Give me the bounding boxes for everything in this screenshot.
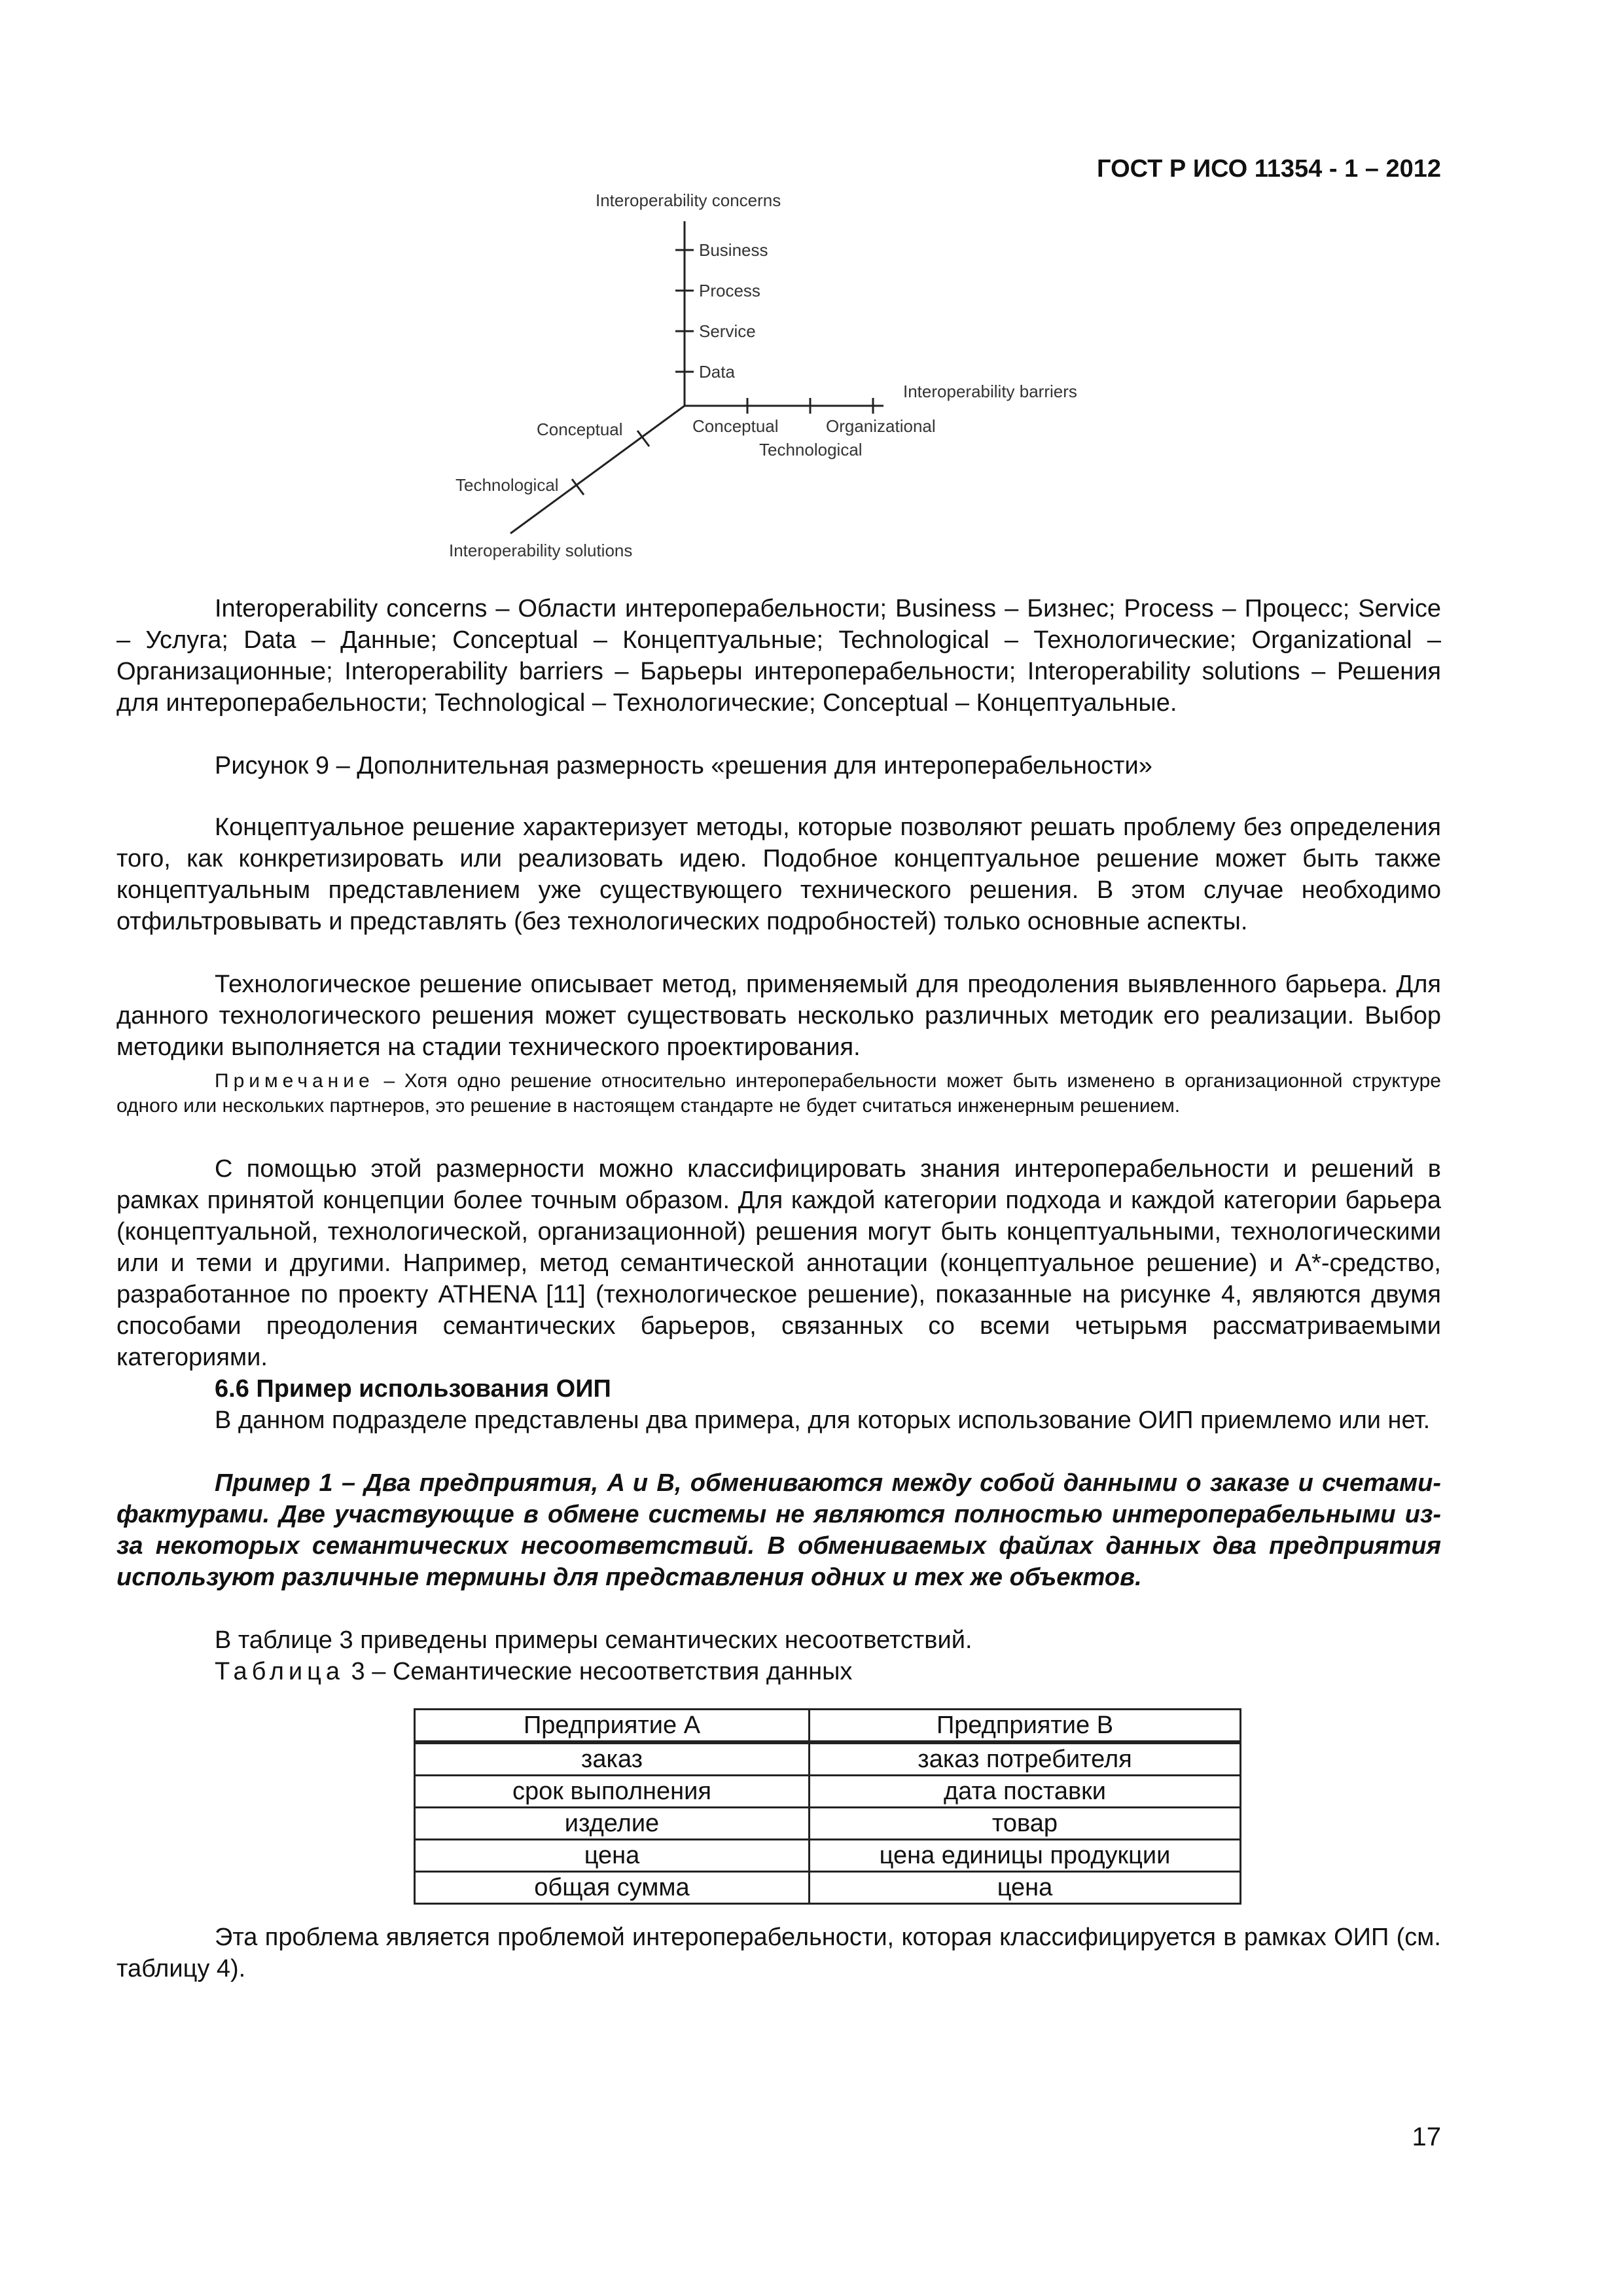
table-cell: заказ потребителя [810,1742,1241,1776]
label-business: Business [699,240,768,260]
paragraph: Эта проблема является проблемой интероперабельности, которая классифицируется в рамках ОИП (см. таблицу 4). [116,1924,1441,1982]
table-cell: цена [415,1840,810,1872]
figure-caption: Рисунок 9 – Дополнительная размерность «решения для интероперабельности» [215,752,1152,780]
label-d-technological: Technological [455,475,559,495]
example-1: Пример 1 – Два предприятия, A и B, обмениваются между собой данными о заказе и счетами-фактурами. Две участвующие в обмене системы не являются полностью интероперабельными из-за некоторых семантических несоответствий. В обмениваемых файлах данных два предприятия используют различные термины для представления одних и тех же объектов. [116,1469,1442,1591]
table-row [415,1872,1241,1904]
table-caption [116,1656,1441,1687]
table-row [415,1840,1241,1872]
label-h-conceptual: Conceptual [692,416,779,436]
table-cell: срок выполнения [415,1776,810,1808]
paragraph: С помощью этой размерности можно классифицировать знания интероперабельности и решений в рамках принятой концепции более точным образом. Для каждой категории подхода и каждой категории барьера (концептуальной, технологической, организационной) решения могут быть концептуальными, технологическими или и теми и другими. Например, метод семантической аннотации (концептуальное решение) и A*-средство, разработанное по проекту ATHENA [11] (технологическое решение), показанные на рисунке 4, являются двумя способами преодоления семантических барьеров, связанных со всеми четырьмя рассматриваемыми категориями. [116,1155,1441,1371]
document-header: ГОСТ Р ИСО 11354 - 1 – 2012 [1097,155,1441,183]
table-header-cell: Предприятие A [415,1710,810,1743]
paragraph: В таблице 3 приведены примеры семантических несоответствий. [215,1626,972,1654]
note [116,1069,1441,1119]
semantic-mismatch-table [414,1708,1241,1905]
label-h-technological: Technological [759,440,863,459]
label-data: Data [699,362,735,382]
label-d-conceptual: Conceptual [537,420,623,439]
label-process: Process [699,281,760,300]
paragraph: Концептуальное решение характеризует методы, которые позволяют решать проблему без определения того, как конкретизировать или реализовать идею. Подобное концептуальное решение может быть также концептуальным представлением уже существующего технического решения. В этом случае необходимо отфильтровывать и представлять (без технологических подробностей) только основные аспекты. [116,814,1441,935]
label-interoperability-concerns: Interoperability concerns [596,190,781,210]
figure-9-diagram [419,190,1152,569]
table-cell: изделие [415,1808,810,1840]
label-interoperability-solutions: Interoperability solutions [449,541,633,560]
label-h-organizational: Organizational [826,416,936,436]
table-cell: общая сумма [415,1872,810,1904]
table-row [415,1776,1241,1808]
note-text: – Хотя одно решение относительно интероперабельности может быть изменено в организационной структуре одного или нескольких партнеров, это решение в настоящем стандарте не будет считаться инженерным решением. [116,1070,1441,1117]
table-title: 3 – Семантические несоответствия данных [344,1658,853,1685]
note-label: Примечание [215,1070,374,1092]
table-cell: дата поставки [810,1776,1241,1808]
page-number: 17 [1412,2123,1441,2151]
section-heading: 6.6 Пример использования ОИП [215,1375,611,1403]
table-cell: цена единицы продукции [810,1840,1241,1872]
table-cell: товар [810,1808,1241,1840]
label-interoperability-barriers: Interoperability barriers [903,382,1077,401]
table-cell: цена [810,1872,1241,1904]
table-row [415,1742,1241,1776]
table-cell: заказ [415,1742,810,1776]
table-header-row [415,1710,1241,1743]
table-label: Таблица [215,1658,344,1685]
paragraph: Технологическое решение описывает метод, применяемый для преодоления выявленного барьера. Для данного технологического решения может существовать несколько различных методик его реализации. Выбор методики выполняется на стадии технического проектирования. [116,971,1441,1061]
figure-legend: Interoperability concerns – Области интероперабельности; Business – Бизнес; Process – Процесс; Service – Услуга; Data – Данные; Conceptual – Концептуальные; Technological – Технологические; Organizational – Организационные; Interoperability barriers – Барьеры интероперабельности; Interoperability solutions – Решения для интероперабельности; Technological – Технологические; Conceptual – Концептуальные. [116,595,1441,717]
paragraph: В данном подразделе представлены два примера, для которых использование ОИП приемлемо или нет. [215,1407,1431,1434]
table-row [415,1808,1241,1840]
table-header-cell: Предприятие B [810,1710,1241,1743]
label-service: Service [699,321,756,341]
